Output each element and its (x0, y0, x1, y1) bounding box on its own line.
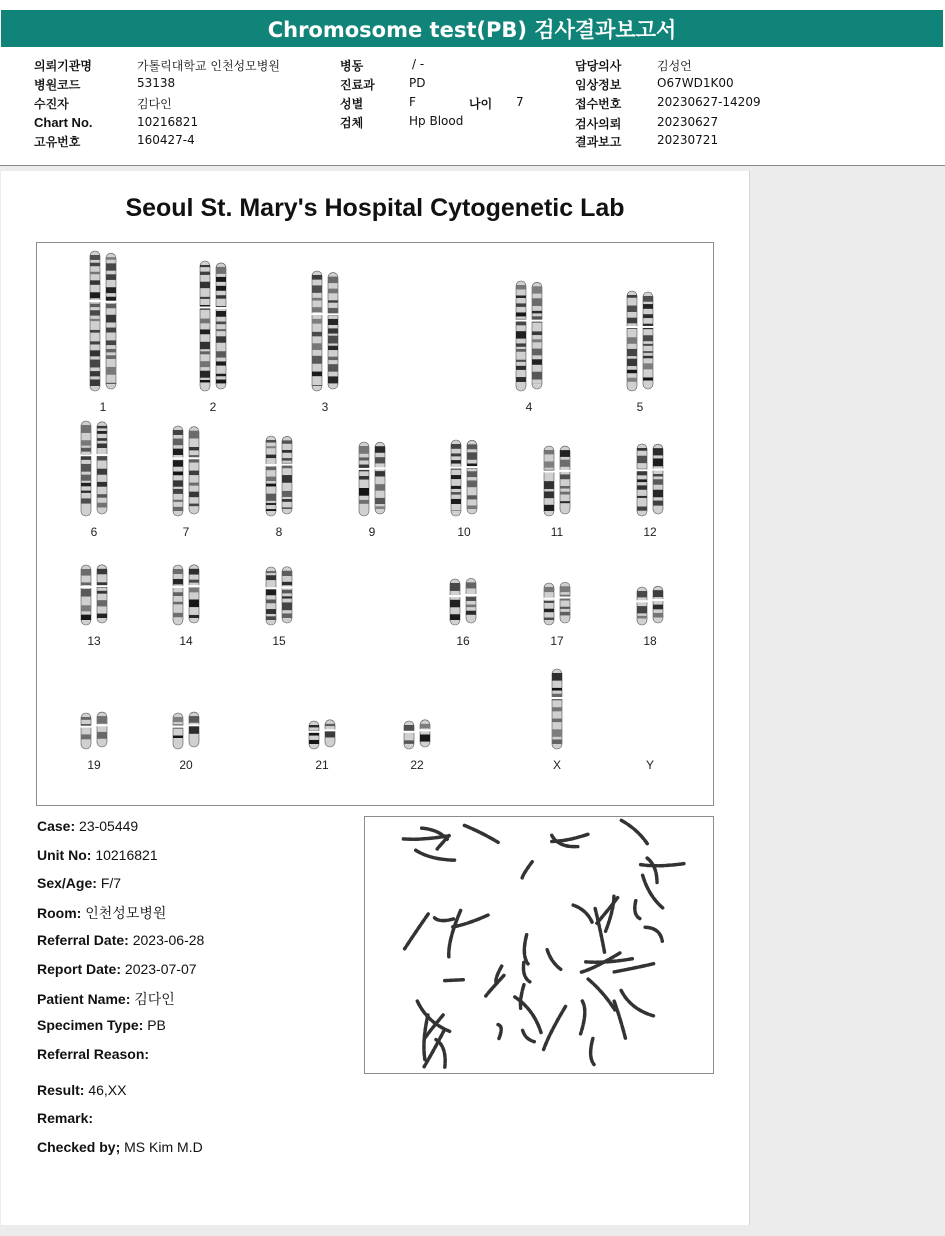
age-value: 7 (516, 95, 524, 109)
chromosome-label-19: 19 (87, 758, 101, 772)
metaphase-chromosome (614, 964, 653, 972)
institution-label: 의뢰기관명 (34, 59, 92, 73)
chart-no-label: Chart No. (34, 115, 93, 130)
referral-date-value: 2023-06-28 (132, 932, 205, 948)
chromosome-label-Y: Y (645, 758, 655, 772)
metaphase-chromosome (552, 834, 588, 841)
chromosome-label-7: 7 (182, 525, 190, 539)
metaphase-chromosome (523, 1030, 535, 1041)
chromosome-3-b (327, 273, 339, 389)
metaphase-panel (364, 816, 714, 1074)
referral-date-line: Referral Date: 2023-06-28 (37, 932, 205, 948)
chromosome-16-a (449, 579, 461, 625)
chromosome-12-a (636, 444, 648, 516)
case-line: Case: 23-05449 (37, 818, 139, 834)
chromosome-8-a (265, 436, 277, 516)
chromosome-label-17: 17 (550, 634, 564, 648)
result-value: 46,XX (88, 1082, 127, 1098)
metaphase-chromosome (403, 836, 446, 839)
remark-line: Remark: (37, 1110, 94, 1126)
metaphase-chromosome (591, 1038, 594, 1064)
chromosome-3-a (311, 271, 323, 391)
receipt-value: 20230627-14209 (657, 95, 761, 109)
report-page (1, 171, 750, 1225)
chromosome-label-14: 14 (179, 634, 193, 648)
chromosome-label-15: 15 (272, 634, 286, 648)
chromosome-16-b (465, 578, 477, 623)
specimen-value: Hp Blood (409, 114, 464, 128)
report-date-label: 결과보고 (575, 135, 622, 149)
sexage-value: F/7 (100, 875, 122, 891)
case-value: 23-05449 (79, 818, 139, 834)
report-header (0, 0, 945, 165)
chromosome-label-10: 10 (457, 525, 471, 539)
chart-no-value: 10216821 (137, 115, 199, 129)
chromosome-6-b (96, 422, 108, 514)
hospital-code-label: 병원코드 (34, 78, 81, 92)
request-label: 검사의뢰 (575, 117, 622, 131)
specimen-label: 검체 (340, 116, 364, 130)
institution-value: 가톨릭대학교 인천성모병원 (137, 59, 280, 73)
chromosome-12-b (652, 444, 664, 514)
chromosome-21-a (308, 721, 320, 749)
chromosome-8-b (281, 436, 293, 514)
chromosome-1-b (105, 253, 117, 389)
specimen-line: Specimen Type: PB (37, 1017, 166, 1033)
chromosome-19-b (96, 712, 108, 747)
receipt-label: 접수번호 (575, 97, 622, 111)
chromosome-X (551, 669, 563, 749)
chromosome-13-b (96, 565, 108, 623)
chromosome-7-b (188, 427, 200, 514)
chromosome-11-a (543, 446, 555, 516)
chromosome-17-b (559, 582, 571, 623)
chromosome-22-b (419, 720, 431, 747)
chromosome-label-11: 11 (550, 525, 564, 539)
patient-line: Patient Name: 김다인 (37, 991, 175, 1008)
metaphase-chromosome (573, 905, 592, 922)
metaphase-chromosome (621, 820, 647, 843)
unique-no-value: 160427-4 (137, 133, 195, 147)
doctor-value: 김성언 (657, 59, 692, 73)
chromosome-5-b (642, 292, 654, 389)
clinical-label: 임상정보 (575, 78, 622, 92)
unique-no-label: 고유번호 (34, 135, 81, 149)
sex-value: F (409, 95, 416, 109)
chromosome-label-20: 20 (179, 758, 193, 772)
metaphase-chromosome (524, 935, 528, 964)
chromosome-4-b (531, 282, 543, 389)
metaphase-chromosome (614, 1001, 625, 1038)
chromosome-10-a (450, 440, 462, 516)
metaphase-chromosome (621, 990, 653, 1015)
metaphase-chromosome (498, 1025, 501, 1039)
chromosome-5-a (626, 291, 638, 391)
chromosome-label-5: 5 (636, 400, 644, 414)
metaphase-chromosome (405, 914, 429, 949)
room-value: 인천성모병원 (85, 906, 167, 922)
chromosome-label-21: 21 (315, 758, 329, 772)
chromosome-10-b (466, 440, 478, 514)
chromosome-7-a (172, 426, 184, 516)
metaphase-spread-image (365, 817, 713, 1073)
chromosome-9-a (358, 442, 370, 516)
chromosome-19-a (80, 713, 92, 749)
doctor-label: 담당의사 (575, 59, 622, 73)
chromosome-label-12: 12 (643, 525, 657, 539)
chromosome-20-a (172, 713, 184, 749)
chromosome-2-a (199, 261, 211, 391)
karyotype-image (37, 243, 713, 805)
checked-value: MS Kim M.D (124, 1139, 203, 1155)
chromosome-21-b (324, 720, 336, 747)
metaphase-chromosome (445, 980, 464, 981)
report-date-value: 2023-07-07 (124, 961, 197, 977)
chromosome-18-b (652, 586, 664, 623)
metaphase-chromosome (515, 997, 541, 1033)
chromosome-9-b (374, 442, 386, 514)
metaphase-chromosome (547, 950, 562, 971)
metaphase-chromosome (647, 858, 657, 882)
dept-label: 진료과 (340, 78, 375, 92)
chromosome-label-6: 6 (90, 525, 98, 539)
result-line: Result: 46,XX (37, 1082, 127, 1098)
chromosome-6-a (80, 421, 92, 516)
room-line: Room: 인천성모병원 (37, 905, 167, 922)
lab-title: Seoul St. Mary's Hospital Cytogenetic Lab (125, 194, 625, 222)
dept-value: PD (409, 76, 426, 90)
header-divider (0, 165, 945, 166)
age-label: 나이 (469, 97, 493, 111)
chromosome-label-1: 1 (99, 400, 107, 414)
metaphase-chromosome (449, 910, 461, 956)
report-title: Chromosome test(PB) 검사결과보고서 (1, 10, 943, 47)
metaphase-chromosome (588, 979, 615, 1010)
sexage-line: Sex/Age: F/7 (37, 875, 122, 891)
report-date-value: 20230721 (657, 133, 719, 147)
specimen-value: PB (147, 1017, 166, 1033)
chromosome-label-X: X (552, 758, 562, 772)
metaphase-chromosome (641, 864, 684, 866)
chromosome-22-a (403, 721, 415, 749)
chromosome-label-4: 4 (525, 400, 533, 414)
chromosome-label-16: 16 (456, 634, 470, 648)
chromosome-20-b (188, 712, 200, 747)
chromosome-14-b (188, 565, 200, 623)
unit-line: Unit No: 10216821 (37, 847, 158, 863)
request-value: 20230627 (657, 115, 719, 129)
metaphase-chromosome (464, 825, 498, 842)
metaphase-chromosome (643, 875, 663, 908)
report-date-line: Report Date: 2023-07-07 (37, 961, 197, 977)
checked-line: Checked by; MS Kim M.D (37, 1139, 203, 1155)
examinee-value: 김다인 (137, 97, 172, 111)
chromosome-label-13: 13 (87, 634, 101, 648)
sex-label: 성별 (340, 97, 364, 111)
chromosome-18-a (636, 587, 648, 625)
chromosome-label-9: 9 (368, 525, 376, 539)
examinee-label: 수진자 (34, 97, 69, 111)
unit-value: 10216821 (95, 847, 158, 863)
chromosome-11-b (559, 446, 571, 514)
chromosome-17-a (543, 583, 555, 625)
chromosome-label-8: 8 (275, 525, 283, 539)
metaphase-chromosome (435, 918, 454, 921)
chromosome-label-18: 18 (643, 634, 657, 648)
chromosome-1-a (89, 251, 101, 391)
metaphase-chromosome (597, 898, 618, 924)
metaphase-chromosome (635, 901, 642, 920)
chromosome-15-b (281, 567, 293, 623)
metaphase-chromosome (645, 927, 662, 941)
metaphase-chromosome (522, 862, 532, 880)
metaphase-chromosome (416, 850, 455, 860)
chromosome-15-a (265, 567, 277, 625)
chromosome-label-2: 2 (209, 400, 217, 414)
chromosome-2-b (215, 263, 227, 389)
chromosome-label-22: 22 (410, 758, 424, 772)
karyotype-panel (36, 242, 714, 806)
chromosome-14-a (172, 565, 184, 625)
metaphase-chromosome (544, 1006, 566, 1049)
chromosome-label-3: 3 (321, 400, 329, 414)
patient-value: 김다인 (134, 992, 175, 1008)
metaphase-chromosome (581, 1001, 585, 1034)
chromosome-13-a (80, 565, 92, 625)
clinical-value: O67WD1K00 (657, 76, 734, 90)
chromosome-4-a (515, 281, 527, 391)
hospital-code-value: 53138 (137, 76, 176, 90)
ward-label: 병동 (340, 59, 364, 73)
ward-value: / - (412, 57, 425, 71)
reason-line: Referral Reason: (37, 1046, 150, 1062)
